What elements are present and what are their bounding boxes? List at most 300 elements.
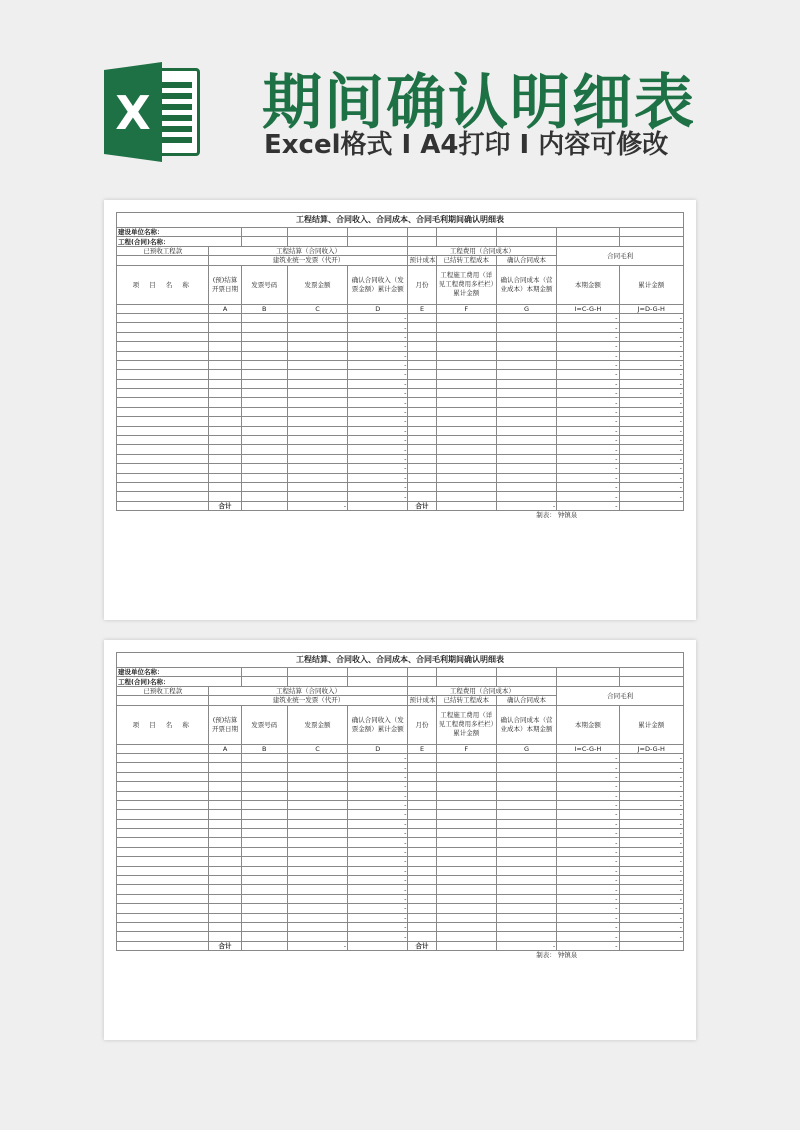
table-cell [348, 668, 408, 677]
column-code: G [496, 744, 556, 753]
table-cell [287, 922, 347, 931]
table-cell [241, 482, 287, 491]
table-cell [117, 389, 209, 398]
table-cell [117, 445, 209, 454]
sheet-preview-2 [104, 640, 696, 1040]
table-cell [287, 904, 347, 913]
invoice-header: 建筑业统一发票（代开） [209, 256, 408, 265]
dash-cell: - [557, 436, 619, 445]
table-cell [241, 772, 287, 781]
table-cell [408, 511, 436, 520]
table-cell [496, 668, 556, 677]
dash-cell: - [557, 772, 619, 781]
dash-cell: - [348, 492, 408, 501]
maker-name: 钟镇泉 [557, 511, 578, 520]
table-cell [408, 951, 436, 960]
est-cost-header: 预计成本 [409, 696, 436, 705]
table-cell [209, 847, 241, 856]
table-cell [436, 677, 496, 686]
table-cell [408, 454, 436, 463]
sheet-preview-1 [104, 200, 696, 620]
table-cell [117, 407, 209, 416]
table-cell [436, 838, 496, 847]
table-cell [241, 876, 287, 885]
table-cell [209, 876, 241, 885]
dash-cell: - [557, 464, 619, 473]
table-cell [287, 810, 347, 819]
dash-cell: - [348, 782, 408, 791]
table-cell [241, 511, 287, 520]
table-cell [241, 398, 287, 407]
column-code: J=D-G-H [619, 744, 684, 753]
cost-period-header: 确认合同成本（营业成本）本期金额 [496, 265, 556, 304]
dash-cell: - [557, 847, 619, 856]
table-cell [408, 810, 436, 819]
table-cell [209, 426, 241, 435]
dash-cell: - [557, 313, 619, 322]
table-cell [241, 763, 287, 772]
column-code: E [408, 304, 436, 313]
table-cell [241, 464, 287, 473]
table-cell [496, 323, 556, 332]
table-cell [436, 454, 496, 463]
dash-cell: - [619, 426, 684, 435]
dash-cell: - [619, 407, 684, 416]
total-label: 合计 [408, 941, 436, 950]
table-cell [209, 904, 241, 913]
table-cell [496, 454, 556, 463]
table-cell [408, 436, 436, 445]
dash-cell: - [348, 417, 408, 426]
dash-cell: - [557, 342, 619, 351]
dash-cell: - [557, 473, 619, 482]
table-cell [287, 426, 347, 435]
table-cell [408, 389, 436, 398]
table-row [117, 473, 684, 482]
dash-cell: - [348, 904, 408, 913]
table-cell [287, 360, 347, 369]
dash-cell: - [348, 473, 408, 482]
table-cell [209, 922, 241, 931]
dash-cell: - [557, 753, 619, 762]
table-cell [619, 228, 684, 237]
dash-cell: - [348, 791, 408, 800]
table-cell [557, 677, 619, 686]
dash-cell: - [557, 932, 619, 941]
dash-cell: - [619, 763, 684, 772]
table-row [117, 847, 684, 856]
table-cell [241, 323, 287, 332]
table-cell [408, 782, 436, 791]
table-cell [619, 941, 684, 950]
table-row [117, 351, 684, 360]
table-row [117, 445, 684, 454]
table-cell [436, 445, 496, 454]
table-cell [408, 819, 436, 828]
table-cell [241, 454, 287, 463]
maker-name: 钟镇泉 [557, 951, 578, 960]
table-cell [408, 838, 436, 847]
table-cell [287, 351, 347, 360]
table-cell [496, 342, 556, 351]
table-cell [287, 876, 347, 885]
dash-cell: - [348, 838, 408, 847]
table-cell [348, 501, 408, 510]
margin-cumulative-header: 累计金额 [619, 265, 684, 304]
table-row [117, 904, 684, 913]
table-cell [496, 763, 556, 772]
table-cell [209, 885, 241, 894]
dash-cell: - [557, 445, 619, 454]
table-cell [496, 360, 556, 369]
table-cell [287, 342, 347, 351]
table-cell [557, 237, 619, 246]
table-cell [287, 782, 347, 791]
table-cell [496, 407, 556, 416]
table-cell [287, 838, 347, 847]
column-code: J=D-G-H [619, 304, 684, 313]
dash-cell: - [348, 819, 408, 828]
logo-letter: X [115, 86, 151, 140]
table-cell [117, 913, 209, 922]
dash-cell: - [348, 407, 408, 416]
table-row [117, 791, 684, 800]
table-cell [241, 351, 287, 360]
total-row [117, 941, 684, 950]
table-cell [408, 904, 436, 913]
dash-cell: - [619, 847, 684, 856]
table-cell [209, 932, 241, 941]
dash-cell: - [348, 398, 408, 407]
table-cell [209, 482, 241, 491]
table-cell [496, 847, 556, 856]
table-cell [436, 913, 496, 922]
dash-cell: - [557, 492, 619, 501]
table-cell [209, 894, 241, 903]
table-cell [496, 866, 556, 875]
table-cell [117, 941, 209, 950]
month-header: 月份 [408, 705, 436, 744]
table-cell [496, 876, 556, 885]
dash-cell: - [348, 351, 408, 360]
excel-logo-icon [104, 62, 204, 162]
table-cell [209, 511, 241, 520]
table-row [117, 913, 684, 922]
table-cell [348, 237, 408, 246]
table-cell [209, 782, 241, 791]
table-cell [496, 810, 556, 819]
invoice-amount-header: 发票金额 [287, 705, 347, 744]
table-cell [496, 677, 556, 686]
table-cell [117, 800, 209, 809]
table-cell [241, 913, 287, 922]
table-cell [436, 819, 496, 828]
table-cell [241, 332, 287, 341]
table-cell [241, 342, 287, 351]
table-row [117, 370, 684, 379]
table-cell [209, 772, 241, 781]
table-cell [209, 370, 241, 379]
table-cell [241, 426, 287, 435]
table-cell [209, 492, 241, 501]
table-cell [287, 885, 347, 894]
table-cell [408, 791, 436, 800]
dash-cell: - [619, 829, 684, 838]
table-cell [436, 436, 496, 445]
dash-cell: - [619, 922, 684, 931]
table-cell [241, 800, 287, 809]
dash-cell: - [619, 464, 684, 473]
table-row [117, 782, 684, 791]
table-cell [496, 753, 556, 762]
table-cell [117, 304, 209, 313]
dash-cell: - [619, 482, 684, 491]
table-cell [117, 885, 209, 894]
table-cell [209, 417, 241, 426]
est-cost-header: 预计成本 [409, 256, 436, 265]
table-cell [619, 951, 684, 960]
dash-cell: - [348, 847, 408, 856]
table-cell [436, 772, 496, 781]
table-cell [348, 228, 408, 237]
table-cell [117, 398, 209, 407]
dash-cell: - [619, 876, 684, 885]
unit-label: 建设单位名称： [117, 668, 242, 677]
table-cell [496, 332, 556, 341]
column-code: I=C-G-H [557, 744, 619, 753]
table-cell [496, 237, 556, 246]
table-cell [496, 351, 556, 360]
table-cell [287, 473, 347, 482]
confirmed-cost-header: 确认合同成本 [496, 696, 556, 705]
table-cell [241, 492, 287, 501]
dash-cell: - [619, 810, 684, 819]
table-cell [436, 800, 496, 809]
dash-cell: - [348, 800, 408, 809]
dash-cell: - [557, 894, 619, 903]
table-cell [241, 228, 287, 237]
dash-cell: - [348, 370, 408, 379]
table-cell [408, 407, 436, 416]
table-row [117, 389, 684, 398]
table-cell [209, 829, 241, 838]
table-cell [287, 511, 347, 520]
table-cell [557, 228, 619, 237]
dash-cell: - [287, 501, 347, 510]
prepaid-label: 已预收工程款 [117, 686, 209, 695]
table-cell [241, 932, 287, 941]
table-cell [408, 857, 436, 866]
dash-cell: - [619, 360, 684, 369]
table-row [117, 492, 684, 501]
table-cell [496, 894, 556, 903]
dash-cell: - [619, 913, 684, 922]
table-cell [209, 819, 241, 828]
column-code: E [408, 744, 436, 753]
table-cell [117, 696, 209, 705]
table-cell [436, 904, 496, 913]
dash-cell: - [557, 829, 619, 838]
table-cell [496, 313, 556, 322]
table-cell [436, 379, 496, 388]
dash-cell: - [348, 753, 408, 762]
column-code: B [241, 744, 287, 753]
dash-cell: - [619, 398, 684, 407]
table-cell [287, 436, 347, 445]
table-cell [287, 445, 347, 454]
table-row [117, 838, 684, 847]
table-cell [408, 398, 436, 407]
column-code: G [496, 304, 556, 313]
table-row [117, 763, 684, 772]
dash-cell: - [348, 426, 408, 435]
column-code: D [348, 304, 408, 313]
table-cell [436, 417, 496, 426]
table-cell [496, 436, 556, 445]
dash-cell: - [557, 323, 619, 332]
table-cell [117, 819, 209, 828]
table-cell [496, 389, 556, 398]
table-cell [241, 445, 287, 454]
table-cell [287, 389, 347, 398]
table-cell [436, 857, 496, 866]
dash-cell: - [348, 445, 408, 454]
invoice-header: 建筑业统一发票（代开） [209, 696, 408, 705]
table-cell [241, 951, 287, 960]
dash-cell: - [348, 389, 408, 398]
dash-cell: - [348, 436, 408, 445]
dash-cell: - [348, 932, 408, 941]
dash-cell: - [619, 492, 684, 501]
table-cell [209, 454, 241, 463]
carried-cost-header: 已结转工程成本 [436, 256, 496, 265]
table-cell [117, 791, 209, 800]
table-row [117, 819, 684, 828]
table-row [117, 342, 684, 351]
table-cell [436, 932, 496, 941]
table-cell [209, 398, 241, 407]
table-cell [117, 482, 209, 491]
project-label: 工程(合同)名称： [117, 677, 242, 686]
table-cell [287, 866, 347, 875]
table-cell [241, 782, 287, 791]
dash-cell: - [619, 857, 684, 866]
table-cell [117, 492, 209, 501]
table-cell [241, 829, 287, 838]
table-row [117, 800, 684, 809]
table-cell [117, 370, 209, 379]
dash-cell: - [619, 436, 684, 445]
table-cell [241, 819, 287, 828]
dash-cell: - [557, 810, 619, 819]
table-cell [117, 763, 209, 772]
confirmed-income-header: 确认合同收入（发票金额）累计金额 [348, 265, 408, 304]
table-cell [496, 379, 556, 388]
table-cell [287, 454, 347, 463]
table-cell [436, 511, 496, 520]
table-cell [436, 370, 496, 379]
table-cell [408, 800, 436, 809]
dash-cell: - [619, 342, 684, 351]
table-cell [241, 370, 287, 379]
dash-cell: - [348, 866, 408, 875]
dash-cell: - [619, 885, 684, 894]
table-row [117, 360, 684, 369]
table-cell [241, 379, 287, 388]
dash-cell: - [619, 819, 684, 828]
dash-cell: - [557, 501, 619, 510]
table-cell [241, 838, 287, 847]
column-code: I=C-G-H [557, 304, 619, 313]
table-cell [408, 313, 436, 322]
table-cell [436, 810, 496, 819]
margin-cumulative-header: 累计金额 [619, 705, 684, 744]
prepaid-label: 已预收工程款 [117, 246, 209, 255]
table-cell [287, 417, 347, 426]
table-cell [287, 370, 347, 379]
table-cell [496, 473, 556, 482]
table-cell [117, 904, 209, 913]
dash-cell: - [619, 379, 684, 388]
dash-cell: - [348, 894, 408, 903]
table-cell [436, 951, 496, 960]
invoice-date-header: (预)结算开票日期 [209, 265, 241, 304]
table-cell [117, 454, 209, 463]
table-cell [496, 398, 556, 407]
table-cell [408, 426, 436, 435]
dash-cell: - [557, 904, 619, 913]
table-cell [408, 464, 436, 473]
table-cell [287, 753, 347, 762]
total-label: 合计 [209, 501, 241, 510]
project-label: 工程(合同)名称： [117, 237, 242, 246]
settlement-header: 工程结算（合同收入） [209, 246, 408, 255]
dash-cell: - [619, 454, 684, 463]
table-cell [209, 407, 241, 416]
table-cell [287, 800, 347, 809]
table-row [117, 932, 684, 941]
dash-cell: - [348, 810, 408, 819]
table-cell [408, 351, 436, 360]
banner [0, 0, 800, 190]
table-cell [496, 782, 556, 791]
dash-cell: - [557, 819, 619, 828]
table-cell [117, 256, 209, 265]
table-cell [241, 885, 287, 894]
table-cell [436, 894, 496, 903]
table-row [117, 332, 684, 341]
table-cell [209, 313, 241, 322]
dash-cell: - [557, 379, 619, 388]
invoice-no-header: 发票号码 [241, 265, 287, 304]
dash-cell: - [619, 772, 684, 781]
table-cell [436, 228, 496, 237]
table-cell [496, 904, 556, 913]
table-cell [117, 501, 209, 510]
margin-period-header: 本期金额 [557, 705, 619, 744]
table-cell [241, 407, 287, 416]
table-cell [241, 668, 287, 677]
table-cell [436, 829, 496, 838]
dash-cell: - [619, 332, 684, 341]
table-row [117, 772, 684, 781]
table-cell [117, 922, 209, 931]
table-cell [241, 677, 287, 686]
table-row [117, 829, 684, 838]
table-cell [436, 876, 496, 885]
dash-cell: - [557, 913, 619, 922]
table-row [117, 426, 684, 435]
